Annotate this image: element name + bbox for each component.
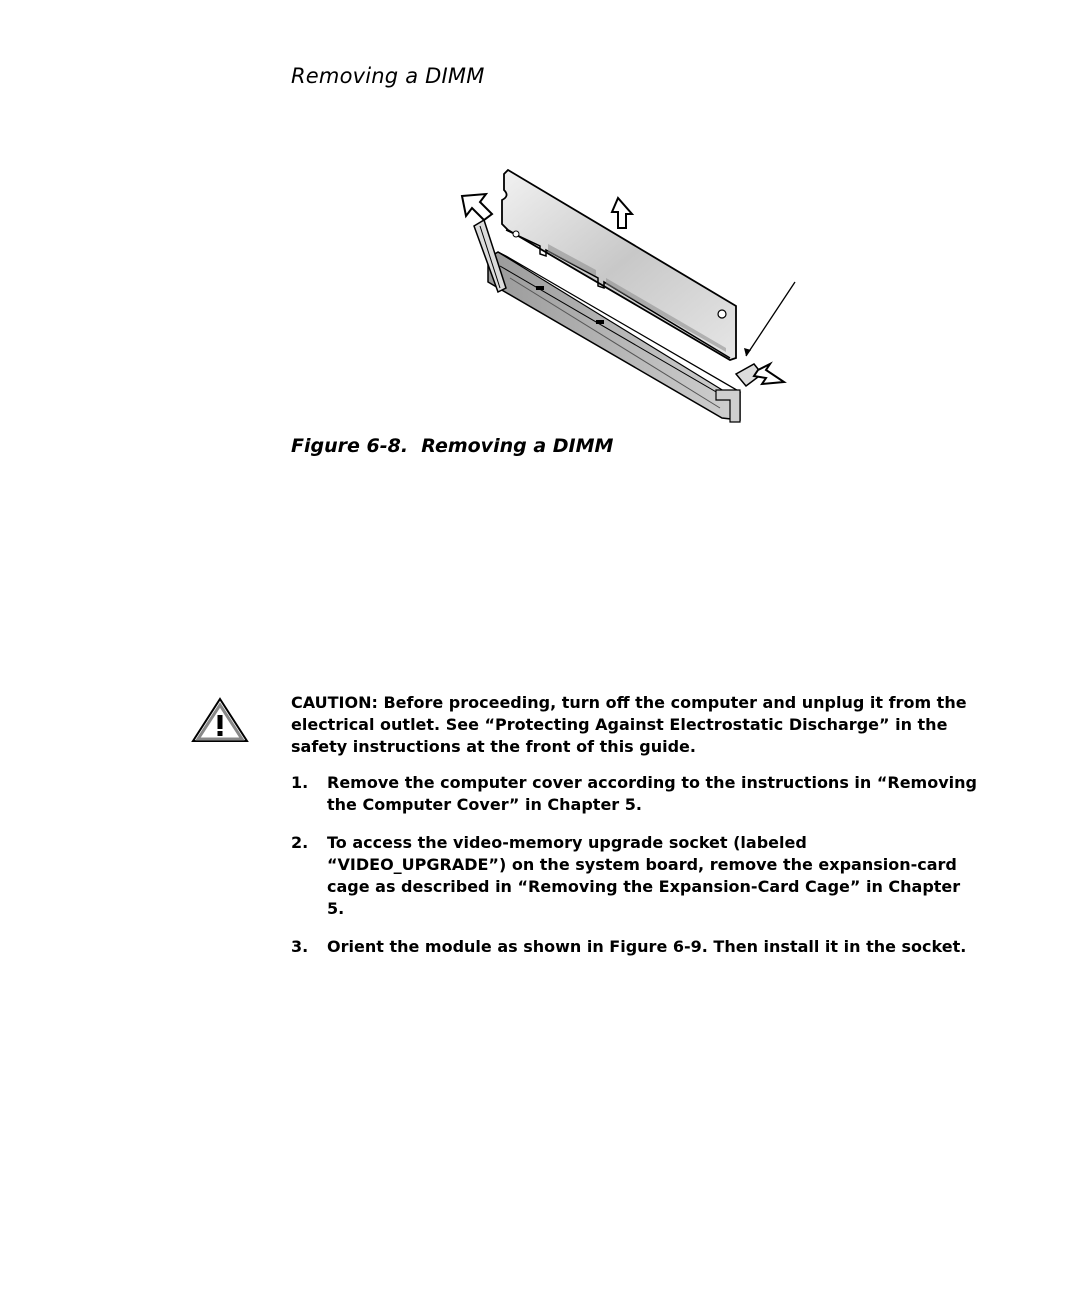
step-text: Remove the computer cover according to the instructions in “Removing the Computer Cover” in Chapter 5. <box>327 773 977 814</box>
warning-triangle-icon <box>191 697 249 743</box>
step-item <box>291 936 981 958</box>
caution-notice: CAUTION: Before proceeding, turn off the computer and unplug it from the electrical outlet. See “Protecting Against Electrostatic Discharge” in the safety instructions at the front of this guide. <box>291 693 967 756</box>
step-item <box>291 772 981 816</box>
right-arrow-icon <box>754 364 784 384</box>
dimm-removal-illustration <box>440 160 800 425</box>
dimm-illustration-svg <box>440 160 800 425</box>
figure-caption: Figure 6-8. Removing a DIMM <box>291 435 614 457</box>
step-number: 3. <box>291 937 309 956</box>
callout-leader-line <box>744 282 795 356</box>
step-text: Orient the module as shown in Figure 6-9. Then install it in the socket. <box>327 937 967 956</box>
step-text: To access the video-memory upgrade socket (labeled “VIDEO_UPGRADE”) on the system board, remove the expansion-card cage as described in “Removing the Expansion-Card Cage” in Chapter 5. <box>327 833 961 918</box>
up-arrow-icon <box>612 198 632 228</box>
step-number: 2. <box>291 833 309 852</box>
left-arrow-icon <box>462 194 492 220</box>
step-number: 1. <box>291 773 309 792</box>
step-item <box>291 832 981 920</box>
procedure-steps <box>291 772 981 974</box>
running-head: Removing a DIMM <box>291 64 485 88</box>
